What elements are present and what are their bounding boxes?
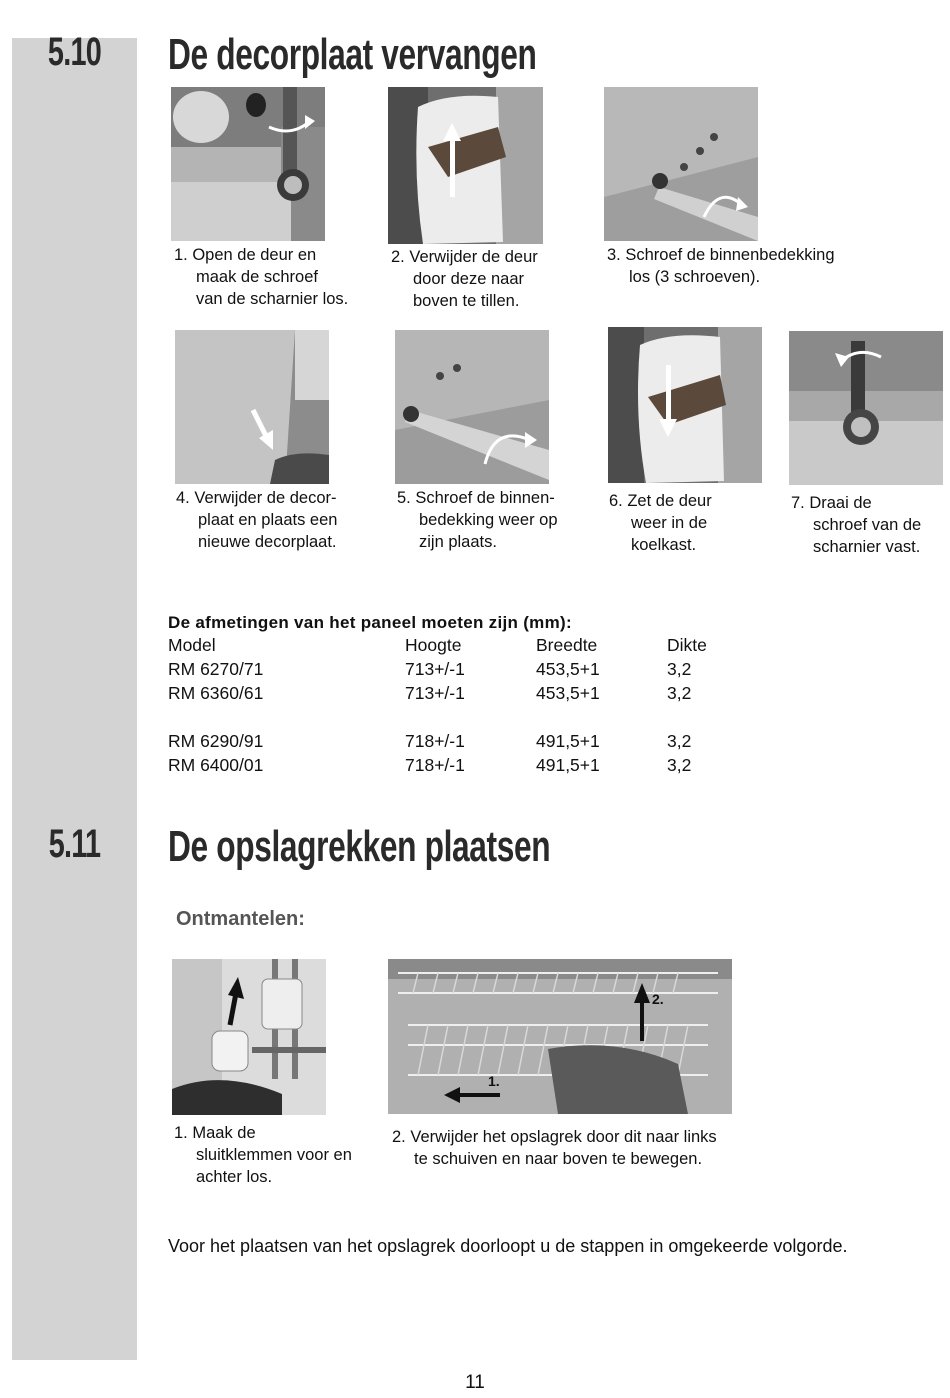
- photo-step-6-replace-door: [608, 327, 762, 483]
- caption-step-5: 5. Schroef de binnen- bedekking weer op zijn plaats.: [397, 489, 558, 551]
- table-row: RM 6360/61 713+/-1 453,5+1 3,2: [168, 683, 692, 703]
- caption-step-1: 1. Open de deur en maak de schroef van de scharnier los.: [174, 246, 349, 308]
- caption-step-3: 3. Schroef de binnenbedekking los (3 schroeven).: [607, 246, 835, 286]
- photo-step-5-screw-cover: [395, 330, 549, 484]
- caption-step-6: 6. Zet de deur weer in de koelkast.: [609, 492, 712, 554]
- dimensions-table: [168, 635, 707, 779]
- photo-remove-shelf: [388, 959, 732, 1114]
- page-number: 11: [465, 1372, 485, 1393]
- photo-step-3-unscrew-cover: [604, 87, 758, 241]
- table-row: RM 6400/01 718+/-1 491,5+1 3,2: [168, 755, 692, 775]
- caption-remove-shelf: 2. Verwijder het opslagrek door dit naar links te schuiven en naar boven te bewegen.: [392, 1128, 717, 1168]
- photo-label-1: 1.: [488, 1073, 500, 1089]
- section-sidebar: [12, 38, 137, 1360]
- caption-release-clamps: 1. Maak de sluitklemmen voor en achter los.: [174, 1124, 352, 1186]
- caption-step-4: 4. Verwijder de decor- plaat en plaats een nieuwe decorplaat.: [176, 489, 338, 551]
- caption-step-7: 7. Draai de schroef van de scharnier vast.: [791, 494, 922, 556]
- subheading-dismantle: Ontmantelen:: [176, 908, 305, 930]
- table-header-row: Model Hoogte Breedte Dikte: [168, 635, 707, 655]
- reassembly-note: Voor het plaatsen van het opslagrek doorloopt u de stappen in omgekeerde volgorde.: [168, 1236, 848, 1256]
- photo-release-clamps: [172, 959, 326, 1115]
- photo-step-4-decor-plate: [175, 330, 329, 484]
- table-row: RM 6270/71 713+/-1 453,5+1 3,2: [168, 659, 692, 679]
- photo-label-2: 2.: [652, 991, 664, 1007]
- caption-step-2: 2. Verwijder de deur door deze naar boven te tillen.: [391, 248, 538, 310]
- section-title-5-10: De decorplaat vervangen: [168, 30, 537, 79]
- panel-dimensions: [168, 611, 808, 779]
- dimensions-heading: De afmetingen van het paneel moeten zijn (mm):: [168, 613, 572, 632]
- section-title-5-11: De opslagrekken plaatsen: [168, 822, 551, 871]
- section-number-5-11: 5.11: [48, 822, 101, 866]
- section-number-5-10: 5.10: [47, 30, 102, 74]
- photo-step-7-tighten-screw: [789, 331, 943, 485]
- photo-step-1-hinge-screw: [171, 87, 325, 241]
- photo-step-2-lift-door: [388, 87, 543, 244]
- table-row: RM 6290/91 718+/-1 491,5+1 3,2: [168, 731, 692, 751]
